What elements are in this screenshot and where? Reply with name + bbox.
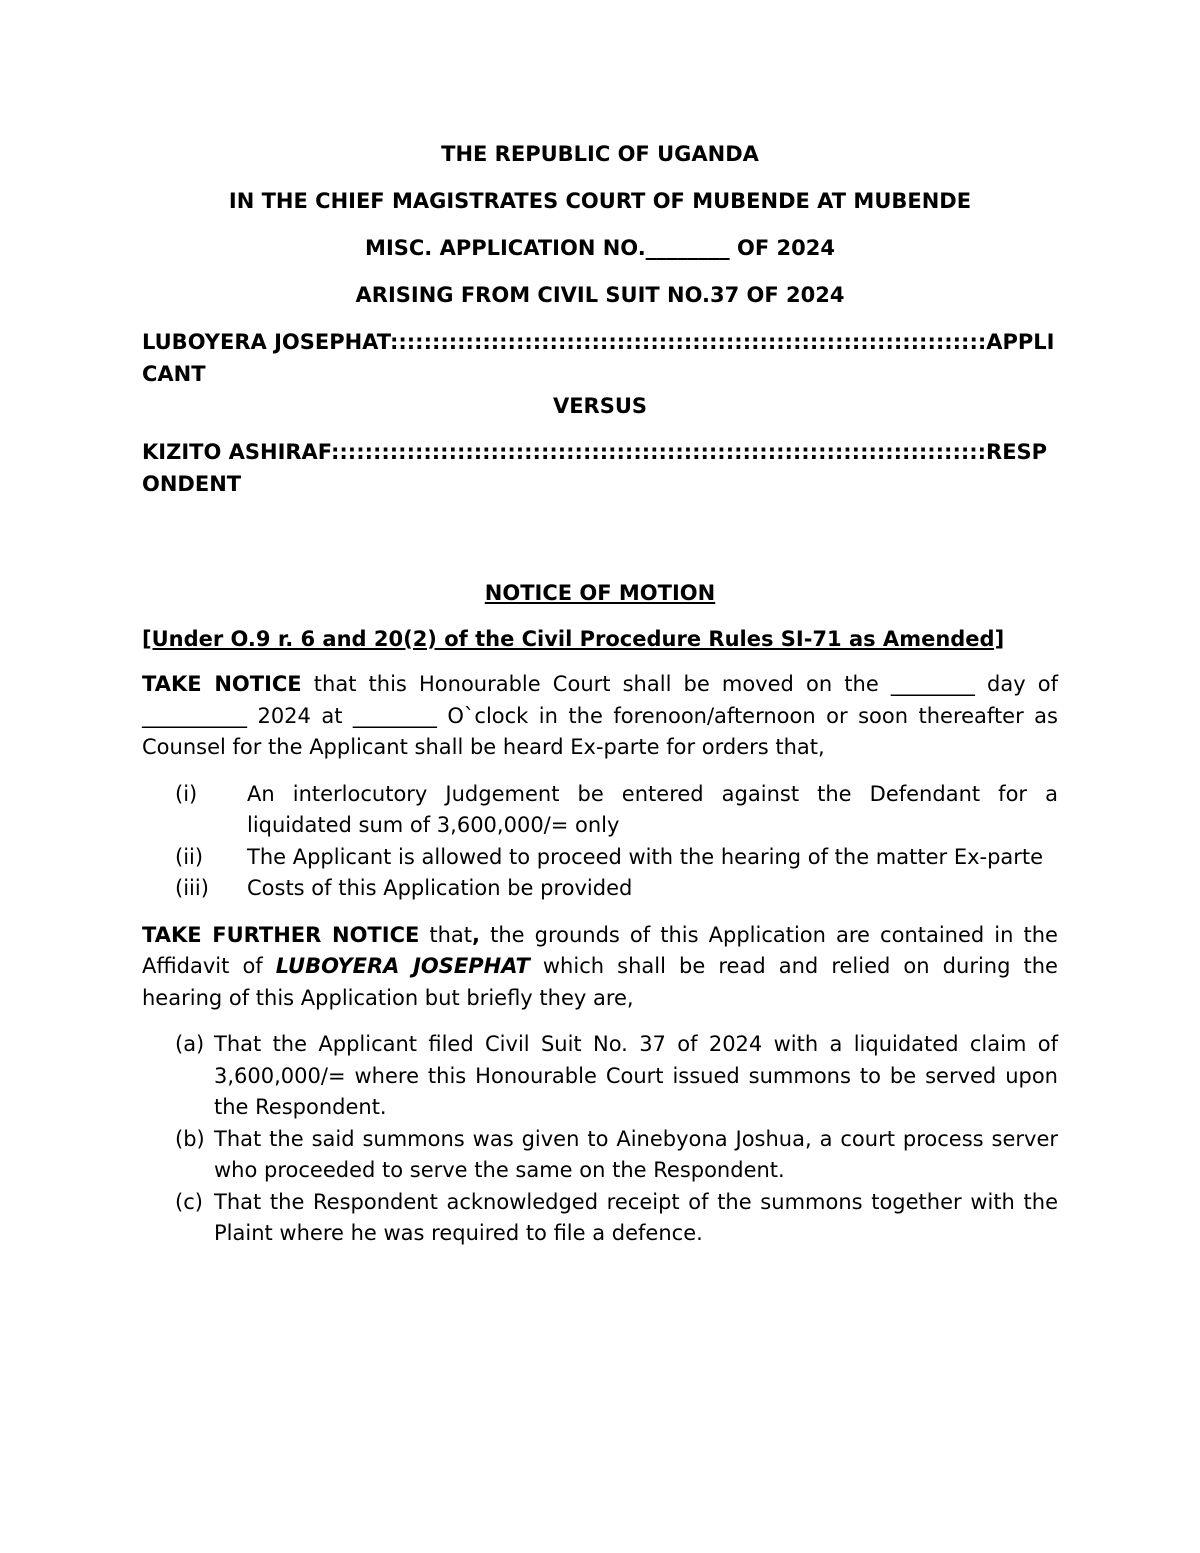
legal-basis: [Under O.9 r. 6 and 20(2) of the Civil Procedure Rules SI-71 as Amended] (142, 627, 1005, 651)
document-title: NOTICE OF MOTION (484, 581, 716, 605)
list-item (142, 873, 1058, 905)
list-item-text: That the said summons was given to Ainebyona Joshua, a court process server who proceeded to serve the same on the Respondent. (214, 1126, 1058, 1182)
list-item-number: (b) (175, 1126, 205, 1151)
list-item (142, 1124, 1058, 1187)
take-notice-lead: TAKE NOTICE (142, 672, 302, 696)
list-item-text: That the Applicant filed Civil Suit No. 37 of 2024 with a liquidated claim of 3,600,000/= where this Honourable Court issued summons to be served upon the Respondent. (214, 1032, 1058, 1119)
republic-heading: THE REPUBLIC OF UGANDA (441, 142, 759, 166)
list-item-text: Costs of this Application be provided (247, 876, 633, 900)
further-notice-lead: TAKE FURTHER NOTICE (142, 922, 420, 947)
grounds-list (142, 1029, 1058, 1250)
respondent-line: KIZITO ASHIRAF::::::::::::::::::::::::::::::::::::::::::::::::::::::::::::::::::::::::::::::RESPONDENT (142, 440, 1048, 496)
further-notice-text-1: the grounds of this Application are contained in the Affidavit of (142, 922, 1058, 978)
list-item-number: (ii) (175, 844, 204, 869)
list-item (142, 779, 1058, 842)
arising-heading: ARISING FROM CIVIL SUIT NO.37 OF 2024 (355, 283, 845, 307)
court-heading: IN THE CHIEF MAGISTRATES COURT OF MUBENDE AT MUBENDE (228, 189, 972, 213)
further-notice-comma: , (472, 922, 481, 947)
list-item-text: That the Respondent acknowledged receipt of the summons together with the Plaint where he was required to file a defence. (214, 1189, 1058, 1245)
take-notice-paragraph (142, 669, 1058, 764)
list-item (142, 1029, 1058, 1124)
list-item-text: An interlocutory Judgement be entered against the Defendant for a liquidated sum of 3,600,000/= only (247, 781, 1058, 837)
misc-application-heading: MISC. APPLICATION NO.________ OF 2024 (365, 236, 835, 260)
applicant-name-emphasis: LUBOYERA JOSEPHAT (275, 954, 530, 978)
list-item-number: (iii) (175, 876, 209, 900)
applicant-line: LUBOYERA JOSEPHAT:::::::::::::::::::::::::::::::::::::::::::::::::::::::::::::::::::::::APPLICANT (142, 330, 1055, 386)
list-item-number: (a) (175, 1032, 205, 1056)
take-notice-text: that this Honourable Court shall be moved on the ________ day of __________ 2024 at ________ O`clock in the forenoon/afternoon or soon thereafter as Counsel for the Applicant shall be heard Ex-parte for orders that, (142, 672, 1058, 759)
list-item-text: The Applicant is allowed to proceed with the hearing of the matter Ex-parte (247, 844, 1044, 869)
list-item (142, 842, 1058, 874)
further-notice-paragraph (142, 920, 1058, 1015)
further-notice-text-2: which shall be read and relied on during the hearing of this Application but briefly they are, (142, 954, 1058, 1010)
further-notice-that: that (419, 922, 473, 947)
list-item-number: (c) (175, 1189, 203, 1214)
document-page (142, 138, 1058, 1265)
list-item-number: (i) (175, 781, 198, 806)
orders-list (142, 779, 1058, 905)
list-item (142, 1187, 1058, 1250)
versus-label: VERSUS (552, 394, 648, 418)
